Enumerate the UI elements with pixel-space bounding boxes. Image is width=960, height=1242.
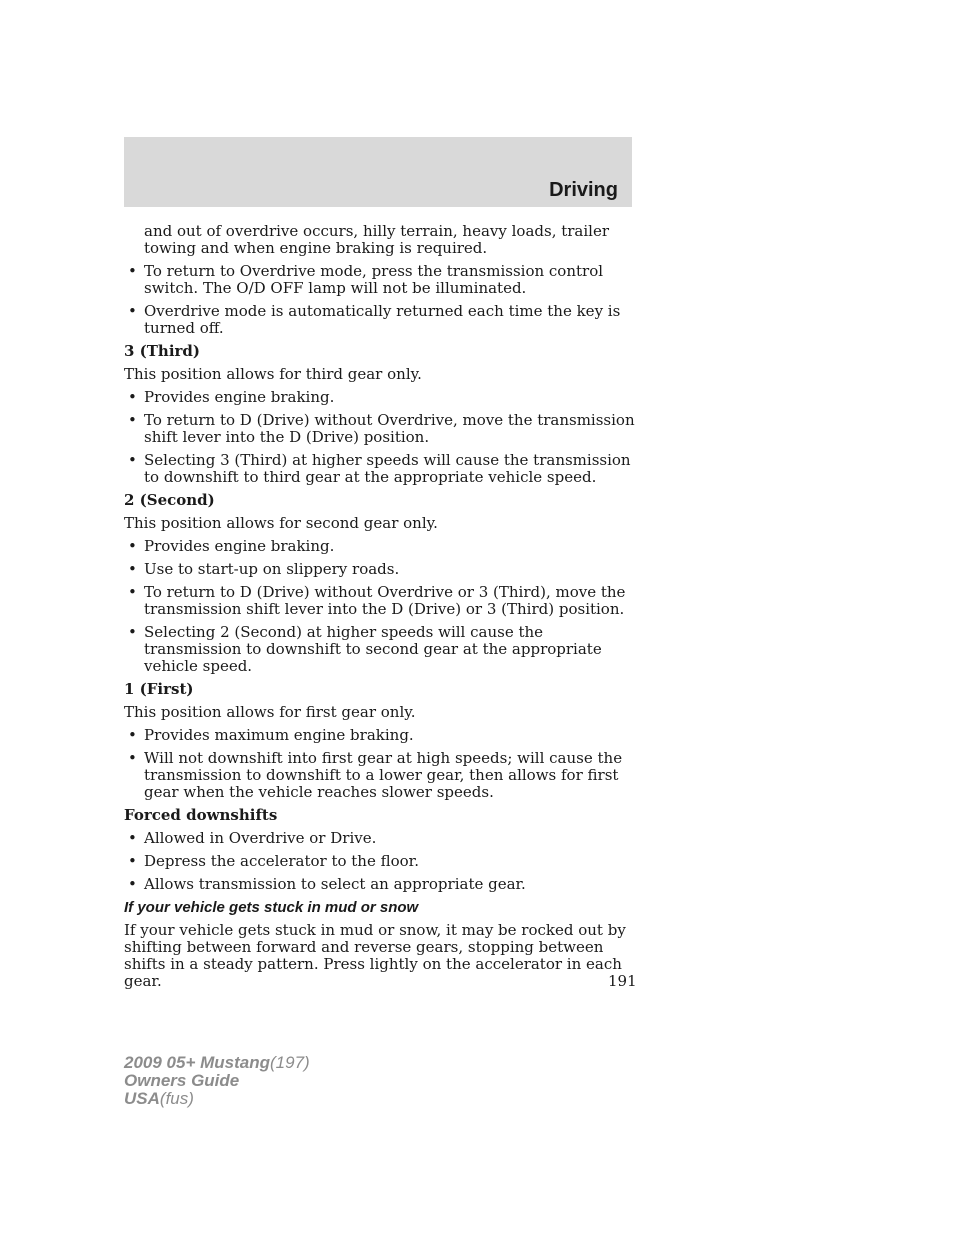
- continued-paragraph: and out of overdrive occurs, hilly terrain, heavy loads, trailer towing and when engine braking is required.: [144, 222, 610, 257]
- heading-forced-downshifts: Forced downshifts: [124, 806, 278, 824]
- bullet-icon: •: [128, 388, 137, 406]
- third-bullet-list: [124, 389, 644, 486]
- second-bullet-list: [124, 538, 644, 675]
- list-item: • To return to D (Drive) without Overdrive, move the transmission shift lever into the D (Drive) position.: [128, 411, 635, 446]
- list-item: • Selecting 2 (Second) at higher speeds will cause the transmission to downshift to second gear at the appropriate vehicle speed.: [128, 623, 602, 675]
- first-description: This position allows for first gear only.: [124, 703, 416, 721]
- list-item: • To return to D (Drive) without Overdrive or 3 (Third), move the transmission shift lever into the D (Drive) or 3 (Third) position.: [128, 583, 626, 618]
- bullet-icon: •: [128, 726, 137, 744]
- footer-line-model: 2009 05+ Mustang(197): [124, 1053, 310, 1072]
- list-item: • Allows transmission to select an appropriate gear.: [128, 875, 526, 893]
- first-bullet-list: [124, 727, 644, 801]
- bullet-icon: •: [128, 537, 137, 555]
- list-item: • Use to start-up on slippery roads.: [128, 560, 400, 578]
- bullet-icon: •: [128, 583, 137, 601]
- bullet-icon: •: [128, 302, 137, 320]
- page-number: 191: [608, 972, 637, 990]
- section-title: Driving: [549, 179, 618, 201]
- footer-line-region: USA(fus): [124, 1089, 194, 1108]
- list-item: • Depress the accelerator to the floor.: [128, 852, 419, 870]
- bullet-icon: •: [128, 560, 137, 578]
- list-item: • To return to Overdrive mode, press the transmission control switch. The O/D OFF lamp will not be illuminated.: [128, 262, 604, 297]
- list-item: • Provides engine braking.: [128, 388, 335, 406]
- intro-bullet-list: [124, 263, 644, 337]
- list-item: • Allowed in Overdrive or Drive.: [128, 829, 377, 847]
- list-item: • Provides maximum engine braking.: [128, 726, 414, 744]
- list-item: • Will not downshift into first gear at high speeds; will cause the transmission to downshift to a lower gear, then allows for first gear when the vehicle reaches slower speeds.: [128, 749, 623, 801]
- bullet-icon: •: [128, 749, 137, 767]
- bullet-icon: •: [128, 875, 137, 893]
- page-content: [124, 223, 644, 996]
- list-item: • Provides engine braking.: [128, 537, 335, 555]
- bullet-icon: •: [128, 411, 137, 429]
- document-footer: [124, 1054, 310, 1108]
- forced-bullet-list: [124, 830, 644, 893]
- heading-stuck-in-mud: If your vehicle gets stuck in mud or snow: [124, 899, 419, 916]
- bullet-icon: •: [128, 829, 137, 847]
- stuck-paragraph: If your vehicle gets stuck in mud or snow, it may be rocked out by shifting between forward and reverse gears, stopping between shifts in a steady pattern. Press lightly on the accelerator in each gear.: [124, 921, 626, 990]
- footer-line-guide: Owners Guide: [124, 1071, 240, 1090]
- bullet-icon: •: [128, 852, 137, 870]
- heading-third: 3 (Third): [124, 342, 201, 360]
- heading-second: 2 (Second): [124, 491, 215, 509]
- list-item: • Selecting 3 (Third) at higher speeds will cause the transmission to downshift to third gear at the appropriate vehicle speed.: [128, 451, 631, 486]
- bullet-icon: •: [128, 623, 137, 641]
- list-item: • Overdrive mode is automatically returned each time the key is turned off.: [128, 302, 621, 337]
- section-header-band: [124, 137, 632, 207]
- heading-first: 1 (First): [124, 680, 194, 698]
- bullet-icon: •: [128, 451, 137, 469]
- bullet-icon: •: [128, 262, 137, 280]
- second-description: This position allows for second gear only.: [124, 514, 438, 532]
- third-description: This position allows for third gear only.: [124, 365, 422, 383]
